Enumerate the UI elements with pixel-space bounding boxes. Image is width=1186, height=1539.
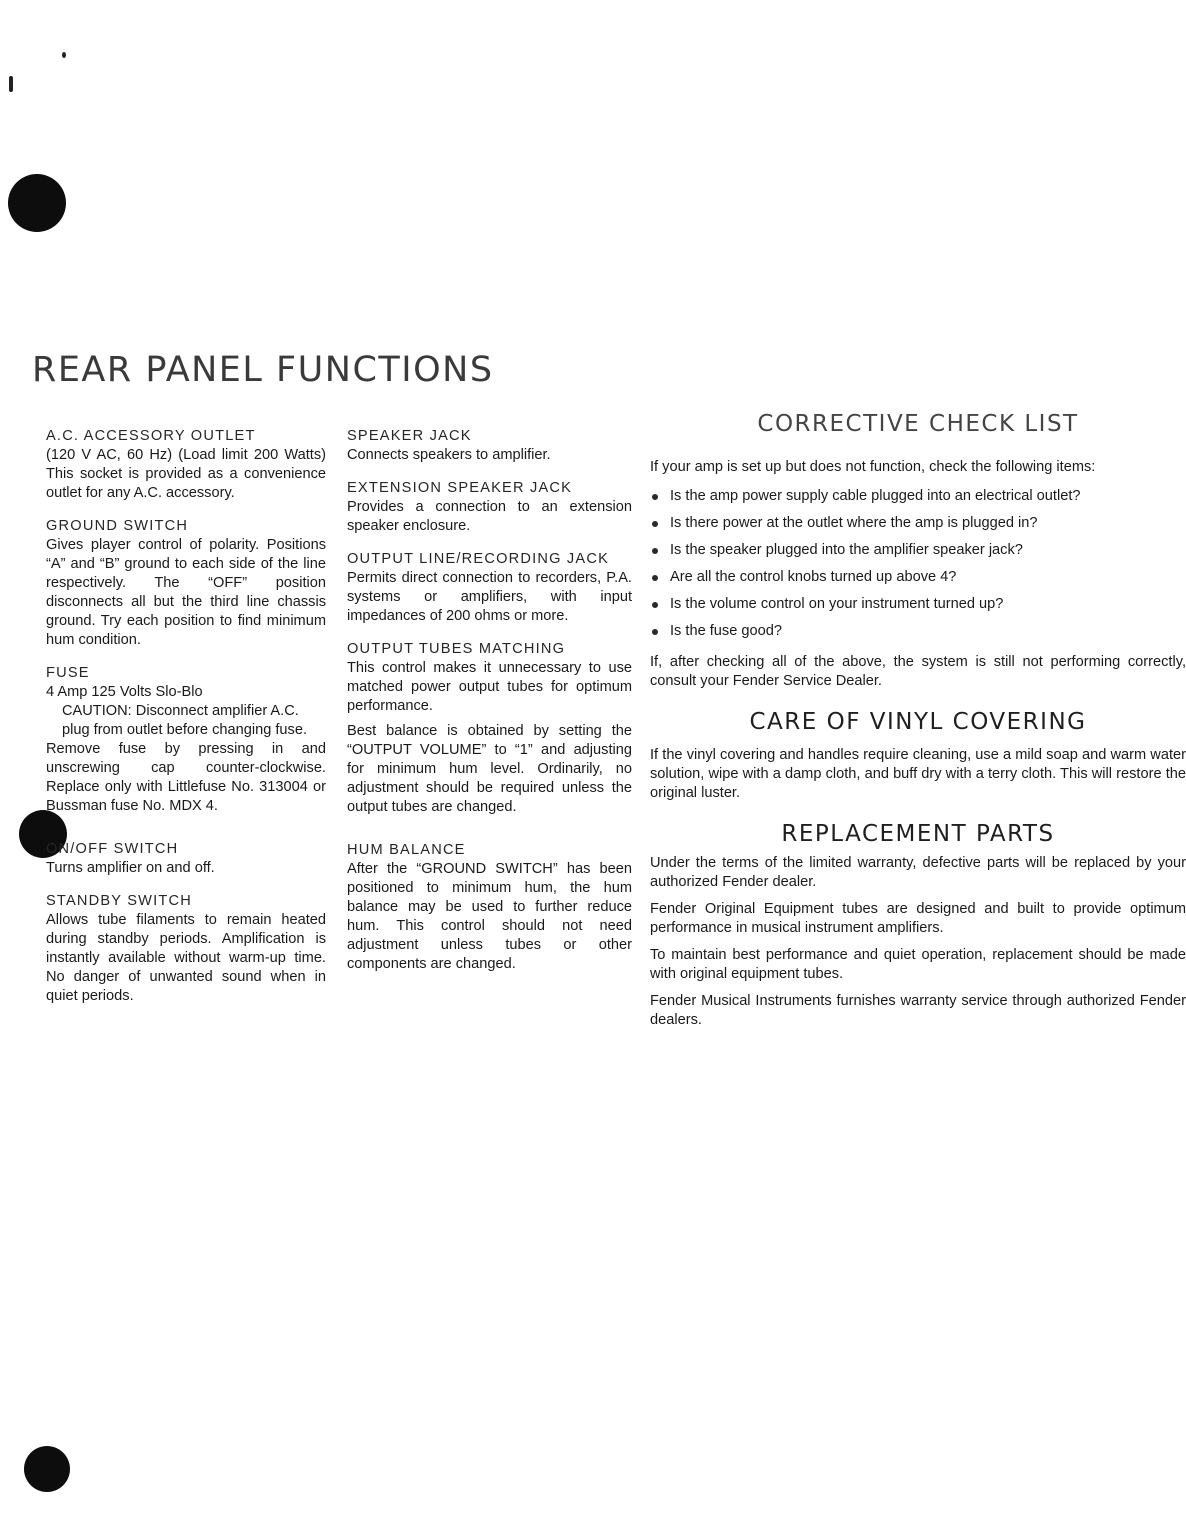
section-heading: EXTENSION SPEAKER JACK	[347, 480, 573, 496]
ground-switch-section	[46, 517, 326, 650]
scan-speck	[62, 52, 66, 58]
checklist-intro: If your amp is set up but does not function, check the following items:	[650, 459, 1096, 475]
section-text: Allows tube filaments to remain heated during standby periods. Amplification is instantly available without warm-up time. No danger of unwanted sound when in quiet periods.	[46, 912, 326, 1004]
bullet-icon	[652, 521, 658, 527]
list-item	[650, 618, 1186, 645]
list-item-text: Is the amp power supply cable plugged into an electrical outlet?	[670, 488, 1081, 504]
list-item-text: Is the speaker plugged into the amplifier speaker jack?	[670, 542, 1023, 558]
checklist-outro: If, after checking all of the above, the system is still not performing correctly, consult your Fender Service Dealer.	[650, 654, 1186, 689]
section-heading: ON/OFF SWITCH	[46, 841, 179, 857]
speaker-jack-section	[347, 427, 632, 465]
output-line-jack-section	[347, 550, 632, 626]
ac-outlet-section	[46, 427, 326, 503]
section-text: 4 Amp 125 Volts Slo-Blo	[46, 684, 203, 700]
fuse-section	[46, 664, 326, 816]
section-text: Permits direct connection to recorders, P.A. systems or amplifiers, with input impedances of 200 ohms or more.	[347, 570, 632, 624]
punch-hole-bottom	[24, 1446, 70, 1492]
list-item	[650, 510, 1186, 537]
bullet-icon	[652, 575, 658, 581]
section-text: Provides a connection to an extension speaker enclosure.	[347, 499, 632, 534]
section-heading: STANDBY SWITCH	[46, 893, 192, 909]
section-text: Gives player control of polarity. Positions “A” and “B” ground to each side of the line respectively. The “OFF” position disconnects all but the third line chassis ground. Try each position to find minimum hum condition.	[46, 537, 326, 648]
section-heading: A.C. ACCESSORY OUTLET	[46, 428, 256, 444]
list-item-text: Is the volume control on your instrument turned up?	[670, 596, 1004, 612]
on-off-switch-section	[46, 840, 326, 878]
section-heading: OUTPUT LINE/RECORDING JACK	[347, 551, 610, 567]
page-title: REAR PANEL FUNCTIONS	[32, 350, 494, 390]
parts-text: Fender Original Equipment tubes are designed and built to provide optimum performance in musical instrument amplifiers.	[650, 901, 1186, 936]
bullet-icon	[652, 629, 658, 635]
section-text: (120 V AC, 60 Hz) (Load limit 200 Watts) This socket is provided as a convenience outlet for any A.C. accessory.	[46, 447, 326, 501]
bullet-icon	[652, 548, 658, 554]
checklist	[650, 483, 1186, 645]
left-column	[46, 427, 326, 1020]
parts-text: Under the terms of the limited warranty, defective parts will be replaced by your authorized Fender dealer.	[650, 855, 1186, 890]
list-item-text: Is there power at the outlet where the amp is plugged in?	[670, 515, 1038, 531]
bullet-icon	[652, 602, 658, 608]
hum-balance-section	[347, 841, 632, 974]
section-text: Remove fuse by pressing in and unscrewing cap counter-clockwise. Replace only with Littlefuse No. 313004 or Bussman fuse No. MDX 4.	[46, 741, 326, 814]
caution-text: CAUTION: Disconnect amplifier A.C. plug from outlet before changing fuse.	[62, 703, 308, 738]
vinyl-text: If the vinyl covering and handles require cleaning, use a mild soap and warm water solution, wipe with a damp cloth, and buff dry with a terry cloth. This will restore the original luster.	[650, 747, 1186, 801]
output-tubes-matching-section	[347, 640, 632, 817]
section-text: Best balance is obtained by setting the “OUTPUT VOLUME” to “1” and adjusting for minimum hum level. Ordinarily, no adjustment should be required unless the output tubes are changed.	[347, 723, 632, 815]
list-item	[650, 591, 1186, 618]
section-text: Connects speakers to amplifier.	[347, 447, 551, 463]
list-item-text: Are all the control knobs turned up above 4?	[670, 569, 957, 585]
parts-title: REPLACEMENT PARTS	[781, 821, 1055, 847]
list-item-text: Is the fuse good?	[670, 623, 782, 639]
standby-switch-section	[46, 892, 326, 1006]
list-item	[650, 537, 1186, 564]
parts-text: Fender Musical Instruments furnishes warranty service through authorized Fender dealers.	[650, 993, 1186, 1028]
section-heading: HUM BALANCE	[347, 842, 466, 858]
extension-speaker-jack-section	[347, 479, 632, 536]
punch-hole-top	[8, 174, 66, 232]
section-text: This control makes it unnecessary to use matched power output tubes for optimum performance.	[347, 660, 632, 714]
right-column	[650, 411, 1186, 1038]
section-heading: GROUND SWITCH	[46, 518, 189, 534]
bullet-icon	[652, 494, 658, 500]
vinyl-title: CARE OF VINYL COVERING	[749, 709, 1087, 735]
section-heading: OUTPUT TUBES MATCHING	[347, 641, 566, 657]
section-text: After the “GROUND SWITCH” has been positioned to minimum hum, the hum balance may be used to further reduce hum. This control should not need adjustment unless tubes or other components are changed.	[347, 861, 632, 972]
middle-column	[347, 427, 632, 988]
section-text: Turns amplifier on and off.	[46, 860, 215, 876]
checklist-title: CORRECTIVE CHECK LIST	[757, 411, 1079, 437]
section-heading: SPEAKER JACK	[347, 428, 472, 444]
list-item	[650, 483, 1186, 510]
parts-text: To maintain best performance and quiet operation, replacement should be made with original equipment tubes.	[650, 947, 1186, 982]
scan-speck	[9, 76, 13, 92]
section-heading: FUSE	[46, 665, 90, 681]
list-item	[650, 564, 1186, 591]
